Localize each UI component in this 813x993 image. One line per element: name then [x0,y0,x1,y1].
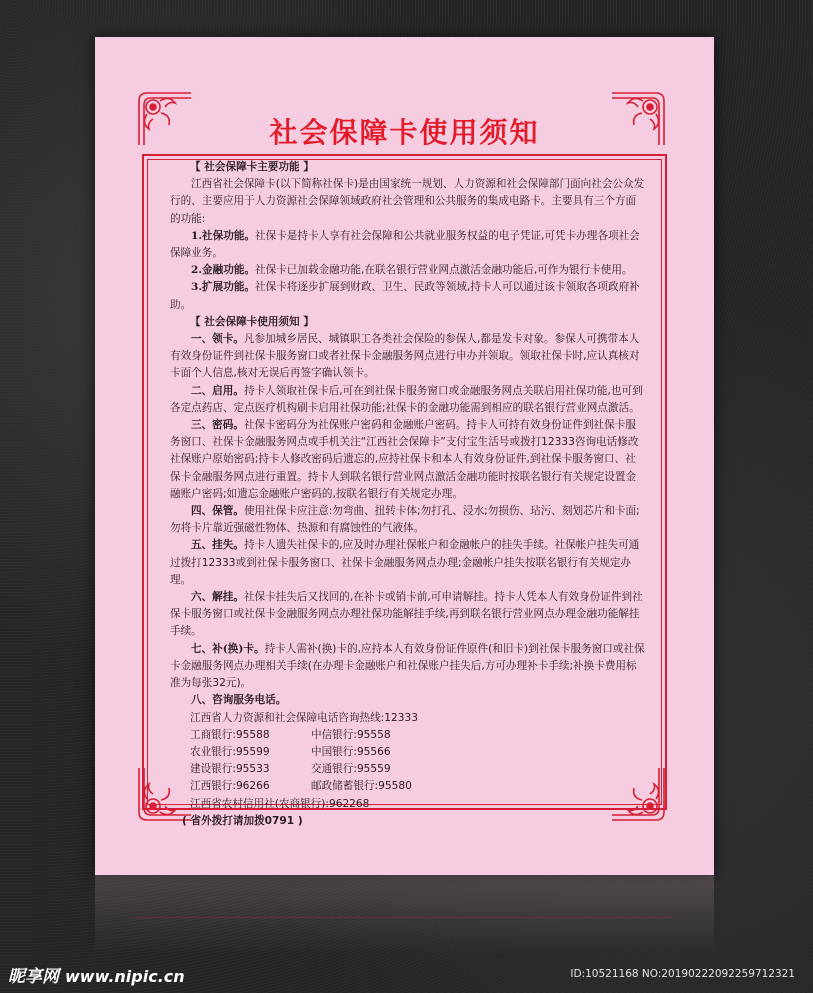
notice-item: 一、领卡。凡参加城乡居民、城镇职工各类社会保险的参保人,都是发卡对象。参保人可携带本人有效身份证件到社保卡服务窗口或者社保卡金融服务网点进行申办并领取。领取社保卡时,应认真核对卡面个人信息,核对无误后再签字确认领卡。 [170,333,640,380]
page-title: 社会保障卡使用须知 [269,116,540,149]
watermark-brand: 昵享网 www.nipic.cn [8,967,185,987]
notice-item: 二、启用。持卡人领取社保卡后,可在到社保卡服务窗口或金融服务网点关联启用社保功能,也可到各定点药店、定点医疗机构刷卡启用社保功能;社保卡的金融功能需到相应的联名银行营业网点激活。 [170,384,643,414]
poster-reflection [95,875,714,955]
bank-phone-row: 工商银行:95588 中信银行:95558 [190,728,391,741]
notice-item: 七、补(换)卡。持卡人需补(换)卡的,应持本人有效身份证件原件(和旧卡)到社保卡服务窗口或社保卡金融服务网点办理相关手续(在办理卡金融账户和社保账户挂失后,方可办理补卡手续;补换卡费用标准为每张32元)。 [170,642,645,690]
dial-note: ( 省外拨打请加拨0791 ) [182,814,303,827]
watermark-id: ID:10521168 NO:20190222092259712321 [570,968,795,980]
function-item: 1.社保功能。社保卡是持卡人享有社会保障和公共就业服务权益的电子凭证,可凭卡办理各项社会保障业务。 [170,229,640,260]
function-item: 2.金融功能。社保卡已加载金融功能,在联名银行营业网点激活金融功能后,可作为银行卡使用。 [191,264,633,277]
bank-phone-row: 农业银行:95599 中国银行:95566 [190,745,391,758]
section-heading: 【 社会保障卡主要功能 】 [190,161,314,173]
consult-heading: 八、咨询服务电话。 [191,694,287,707]
poster [95,37,714,875]
notice-item: 六、解挂。社保卡挂失后又找回的,在补卡或销卡前,可申请解挂。持卡人凭本人有效身份证件到社保卡服务窗口或社保卡金融服务网点办理社保功能解挂手续,再到联名银行营业网点办理金融功能解挂手续。 [170,591,643,638]
bank-phone-row: 江西银行:96266 邮政储蓄银行:95580 [190,780,412,793]
notice-body [170,159,646,830]
notice-item: 三、密码。社保卡密码分为社保账户密码和金融账户密码。持卡人可持有效身份证件到社保卡服务窗口、社保卡金融服务网点或手机关注“江西社会保障卡”支付宝生活号或拨打12333咨询电话修改社保账户原始密码;持卡人修改密码后遗忘的,应持社保卡和本人有效身份证件,到社保卡服务窗口、社保卡金融服务网点进行重置。持卡人到联名银行营业网点激活金融功能时按联名银行有关规定设置金融账户密码;如遗忘金融账户密码的,按联名银行有关规定办理。 [170,419,639,500]
notice-item: 四、保管。使用社保卡应注意:勿弯曲、扭转卡体;勿打孔、浸水;勿损伤、玷污、刻划芯片和卡面;勿将卡片靠近强磁性物体、热源和有腐蚀性的气液体。 [170,505,640,535]
hotline: 江西省人力资源和社会保障电话咨询热线:12333 [190,711,418,724]
intro-paragraph: 江西省社会保障卡(以下简称社保卡)是由国家统一规划、人力资源和社会保障部门面向社会公众发行的、主要应用于人力资源社会保障领域政府社会管理和公共服务的集成电路卡。主要具有三个方面的功能: [170,178,645,225]
bank-phone-row: 建设银行:95533 交通银行:95559 [190,763,391,776]
function-item: 3.扩展功能。社保卡将逐步扩展到财政、卫生、民政等领域,持卡人可以通过该卡领取各项政府补助。 [170,281,640,311]
notice-item: 五、挂失。持卡人遗失社保卡的,应及时办理社保帐户和金融帐户的挂失手续。社保帐户挂失可通过拨打12333或到社保卡服务窗口、社保卡金融服务网点办理;金融帐户挂失按联名银行有关规定办理。 [170,539,640,586]
section-heading: 【 社会保障卡使用须知 】 [190,315,314,328]
rural-credit-phone: 江西省农村信用社(农商银行):962268 [190,797,370,810]
